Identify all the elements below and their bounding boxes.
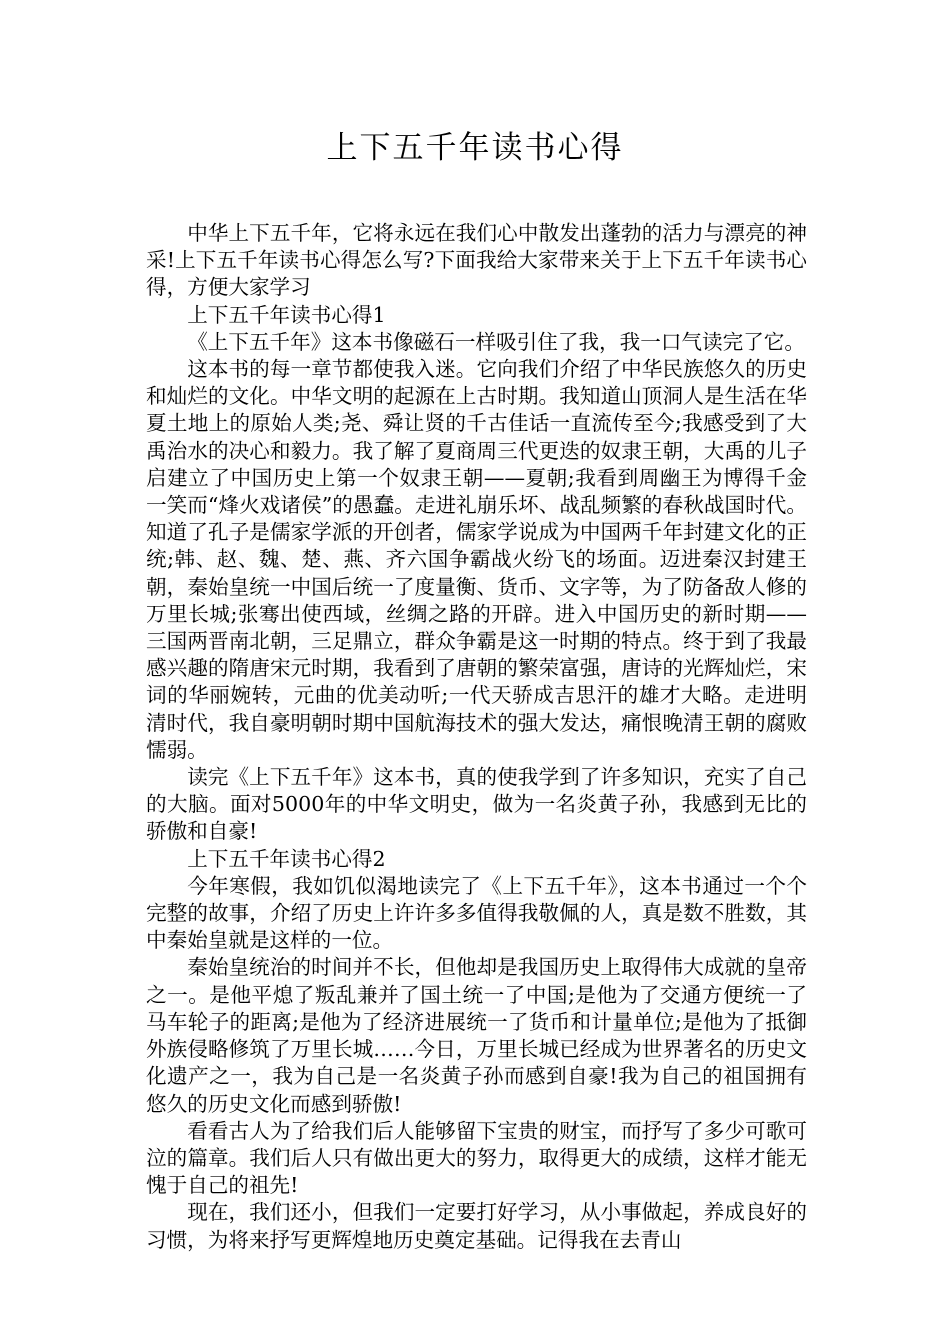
paragraph: 今年寒假，我如饥似渴地读完了《上下五千年》，这本书通过一个个完整的故事，介绍了历史上许许多多值得我敬佩的人，真是数不胜数，其中秦始皇就是这样的一位。 bbox=[146, 873, 807, 953]
document-body bbox=[146, 220, 807, 1254]
paragraph: 这本书的每一章节都使我入迷。它向我们介绍了中华民族悠久的历史和灿烂的文化。中华文明的起源在上古时期。我知道山顶洞人是生活在华夏土地上的原始人类;尧、舜让贤的千古佳话一直流传至今;我感受到了大禹治水的决心和毅力。我了解了夏商周三代更迭的奴隶王朝，大禹的儿子启建立了中国历史上第一个奴隶王朝——夏朝;我看到周幽王为博得千金一笑而“烽火戏诸侯”的愚蠢。走进礼崩乐坏、战乱频繁的春秋战国时代。知道了孔子是儒家学派的开创者，儒家学说成为中国两千年封建文化的正统;韩、赵、魏、楚、燕、齐六国争霸战火纷飞的场面。迈进秦汉封建王朝，秦始皇统一中国后统一了度量衡、货币、文字等，为了防备敌人修的万里长城;张骞出使西域，丝绸之路的开辟。进入中国历史的新时期——三国两晋南北朝，三足鼎立，群众争霸是这一时期的特点。终于到了我最感兴趣的隋唐宋元时期，我看到了唐朝的繁荣富强，唐诗的光辉灿烂，宋词的华丽婉转，元曲的优美动听;一代天骄成吉思汗的雄才大略。走进明清时代，我自豪明朝时期中国航海技术的强大发达，痛恨晚清王朝的腐败懦弱。 bbox=[146, 357, 807, 762]
paragraph: 现在，我们还小，但我们一定要打好学习，从小事做起，养成良好的习惯，为将来抒写更辉煌地历史奠定基础。记得我在去青山 bbox=[146, 1200, 807, 1252]
section-heading-2: 上下五千年读书心得2 bbox=[187, 846, 386, 871]
paragraph: 秦始皇统治的时间并不长，但他却是我国历史上取得伟大成就的皇帝之一。是他平熄了叛乱兼并了国土统一了中国;是他为了交通方便统一了马车轮子的距离;是他为了经济进展统一了货币和计量单位;是他为了抵御外族侵略修筑了万里长城……今日，万里长城已经成为世界著名的历史文化遗产之一，我为自己是一名炎黄子孙而感到自豪!我为自己的祖国拥有悠久的历史文化而感到骄傲! bbox=[146, 955, 807, 1116]
paragraph: 《上下五千年》这本书像磁石一样吸引住了我，我一口气读完了它。 bbox=[187, 329, 805, 354]
paragraph-intro: 中华上下五千年，它将永远在我们心中散发出蓬勃的活力与漂亮的神采!上下五千年读书心得怎么写?下面我给大家带来关于上下五千年读书心得，方便大家学习 bbox=[146, 221, 807, 300]
paragraph: 看看古人为了给我们后人能够留下宝贵的财宝，而抒写了多少可歌可泣的篇章。我们后人只有做出更大的努力，取得更大的成绩，这样才能无愧于自己的祖先! bbox=[146, 1118, 807, 1198]
section-heading-1: 上下五千年读书心得1 bbox=[187, 302, 386, 327]
document-title: 上下五千年读书心得 bbox=[326, 130, 624, 166]
paragraph: 读完《上下五千年》这本书，真的使我学到了许多知识，充实了自己的大脑。面对5000年的中华文明史，做为一名炎黄子孙，我感到无比的骄傲和自豪! bbox=[146, 765, 807, 844]
